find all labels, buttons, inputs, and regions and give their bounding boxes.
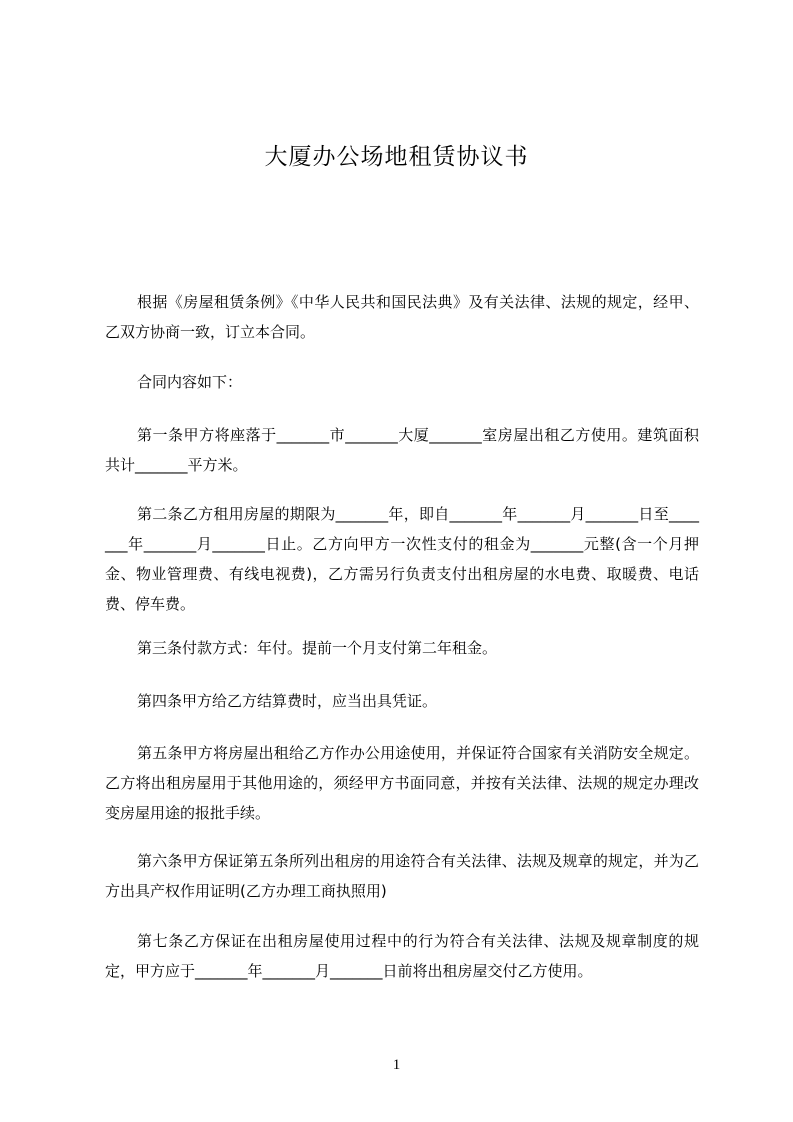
article-6-paragraph: 第六条甲方保证第五条所列出租房的用途符合有关法律、法规及规章的规定，并为乙方出具产权作用证明(乙方办理工商执照用) bbox=[105, 852, 699, 900]
article-7-paragraph: 第七条乙方保证在出租房屋使用过程中的行为符合有关法律、法规及规章制度的规定，甲方应于_______年_______月_______日前将出租房屋交付乙方使用。 bbox=[105, 932, 699, 980]
page-number: 1 bbox=[392, 1057, 401, 1073]
contents-intro-paragraph: 合同内容如下： bbox=[137, 373, 243, 391]
article-1-paragraph: 第一条甲方将座落于_______市_______大厦_______室房屋出租乙方使用。建筑面积共计_______平方米。 bbox=[105, 426, 699, 474]
article-3-paragraph: 第三条付款方式：年付。提前一个月支付第二年租金。 bbox=[137, 639, 498, 657]
article-5-paragraph: 第五条甲方将房屋出租给乙方作办公用途使用，并保证符合国家有关消防安全规定。乙方将出租房屋用于其他用途的，须经甲方书面同意，并按有关法律、法规的规定办理改变房屋用途的报批手续。 bbox=[105, 744, 699, 822]
article-2-paragraph: 第二条乙方租用房屋的期限为_______年，即自_______年_______月_______日至_______年_______月_______日止。乙方向甲方一次性支付的租金为_______元整(含一个月押金、物业管理费、有线电视费)，乙方需另行负责支付出租房屋的水电费、取暖费、电话费、停车费。 bbox=[105, 505, 699, 613]
document-title: 大厦办公场地租赁协议书 bbox=[264, 144, 529, 170]
article-4-paragraph: 第四条甲方给乙方结算费时，应当出具凭证。 bbox=[137, 692, 438, 710]
preamble-paragraph: 根据《房屋租赁条例》《中华人民共和国民法典》及有关法律、法规的规定，经甲、乙双方协商一致，订立本合同。 bbox=[105, 293, 699, 341]
